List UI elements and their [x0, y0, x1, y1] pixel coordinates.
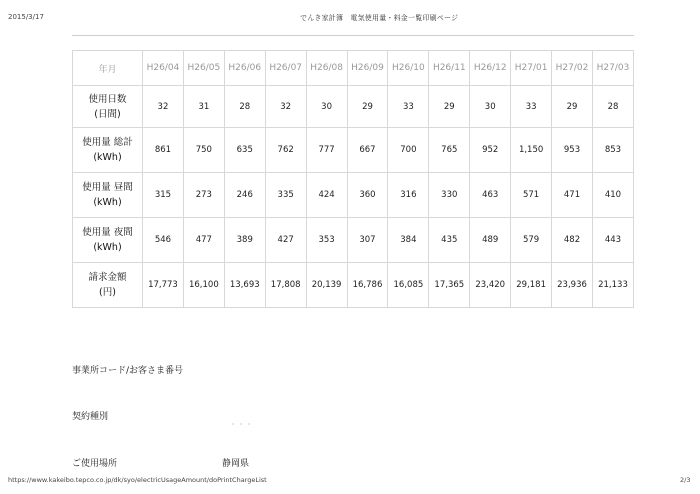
location-label: ご使用場所 [72, 459, 118, 469]
table-cell: 482 [552, 218, 593, 263]
table-cell: 13,693 [224, 263, 265, 308]
contract-type-label: 契約種別 [72, 412, 109, 422]
table-cell: 30 [470, 86, 511, 128]
month-header-row [73, 51, 634, 86]
table-cell: 546 [143, 218, 184, 263]
table-cell: 28 [224, 86, 265, 128]
table-cell: 463 [470, 173, 511, 218]
table-cell: 29 [552, 86, 593, 128]
month-header-cell: H27/03 [592, 51, 633, 86]
table-cell: 273 [183, 173, 224, 218]
print-date: 2015/3/17 [8, 13, 44, 21]
table-cell: 571 [511, 173, 552, 218]
row-label [73, 86, 143, 128]
usage-table [72, 50, 634, 308]
month-header-cell: H26/06 [224, 51, 265, 86]
table-cell: 435 [429, 218, 470, 263]
table-cell: 33 [511, 86, 552, 128]
month-header-cell: H26/12 [470, 51, 511, 86]
table-cell: 953 [552, 128, 593, 173]
table-cell: 762 [265, 128, 306, 173]
month-header-cell: H26/10 [388, 51, 429, 86]
table-cell: 30 [306, 86, 347, 128]
table-cell: 32 [265, 86, 306, 128]
row-label-unit: (日間) [94, 108, 121, 120]
table-cell: 410 [592, 173, 633, 218]
table-cell: 31 [183, 86, 224, 128]
page-number: 2/3 [680, 476, 691, 484]
table-cell: 389 [224, 218, 265, 263]
month-header-label: 年月 [73, 51, 143, 86]
table-row-billing-amount [73, 263, 634, 308]
table-cell: 424 [306, 173, 347, 218]
table-cell: 853 [592, 128, 633, 173]
row-label [73, 218, 143, 263]
table-cell: 316 [388, 173, 429, 218]
table-row-usage-daytime [73, 173, 634, 218]
row-label-title: 使用量 夜間 [82, 227, 133, 238]
table-cell: 1,150 [511, 128, 552, 173]
table-cell: 17,808 [265, 263, 306, 308]
page-header-title: でんき家計簿 電気使用量・料金一覧印刷ページ [300, 14, 459, 22]
table-cell: 667 [347, 128, 388, 173]
table-cell: 17,773 [143, 263, 184, 308]
office-code-label: 事業所コード/お客さま番号 [72, 366, 184, 376]
table-cell: 700 [388, 128, 429, 173]
month-header-cell: H26/04 [143, 51, 184, 86]
table-cell: 32 [143, 86, 184, 128]
table-cell: 335 [265, 173, 306, 218]
table-cell: 23,420 [470, 263, 511, 308]
table-cell: 353 [306, 218, 347, 263]
row-label [73, 128, 143, 173]
table-cell: 443 [592, 218, 633, 263]
top-divider [72, 35, 634, 36]
table-cell: 20,139 [306, 263, 347, 308]
month-header-cell: H26/05 [183, 51, 224, 86]
table-cell: 952 [470, 128, 511, 173]
table-row-usage-night [73, 218, 634, 263]
row-label [73, 263, 143, 308]
table-cell: 777 [306, 128, 347, 173]
month-header-cell: H26/11 [429, 51, 470, 86]
table-cell: 861 [143, 128, 184, 173]
table-cell: 29 [429, 86, 470, 128]
table-cell: 307 [347, 218, 388, 263]
table-cell: 489 [470, 218, 511, 263]
table-cell: 750 [183, 128, 224, 173]
table-row-usage-total [73, 128, 634, 173]
month-header-cell: H26/09 [347, 51, 388, 86]
table-cell: 29 [347, 86, 388, 128]
month-header-cell: H26/08 [306, 51, 347, 86]
table-cell: 29,181 [511, 263, 552, 308]
table-cell: 765 [429, 128, 470, 173]
table-cell: 16,100 [183, 263, 224, 308]
table-cell: 471 [552, 173, 593, 218]
row-label-title: 使用量 総計 [82, 137, 133, 148]
table-cell: 477 [183, 218, 224, 263]
table-cell: 21,133 [592, 263, 633, 308]
table-cell: 330 [429, 173, 470, 218]
table-cell: 315 [143, 173, 184, 218]
table-cell: 33 [388, 86, 429, 128]
row-label-unit: (円) [99, 287, 116, 298]
month-header-cell: H27/01 [511, 51, 552, 86]
footer-url: https://www.kakeibo.tepco.co.jp/dk/syo/electricUsageAmount/doPrintChargeList [8, 476, 267, 484]
month-header-cell: H27/02 [552, 51, 593, 86]
table-cell: 427 [265, 218, 306, 263]
table-row-usage-days [73, 86, 634, 128]
row-label-unit: (kWh) [93, 242, 122, 253]
month-header-cell: H26/07 [265, 51, 306, 86]
table-cell: 23,936 [552, 263, 593, 308]
row-label-title: 使用日数 [88, 93, 127, 105]
table-cell: 360 [347, 173, 388, 218]
row-label-unit: (kWh) [93, 152, 122, 163]
table-cell: 246 [224, 173, 265, 218]
table-cell: 635 [224, 128, 265, 173]
redacted-value-marks [232, 410, 262, 412]
table-cell: 579 [511, 218, 552, 263]
table-cell: 16,786 [347, 263, 388, 308]
table-cell: 384 [388, 218, 429, 263]
table-cell: 16,085 [388, 263, 429, 308]
row-label-title: 使用量 昼間 [82, 182, 133, 193]
row-label [73, 173, 143, 218]
table-cell: 28 [592, 86, 633, 128]
table-cell: 17,365 [429, 263, 470, 308]
location-value: 静岡県 [222, 459, 250, 469]
row-label-unit: (kWh) [93, 197, 122, 208]
row-label-title: 請求金額 [88, 272, 127, 283]
